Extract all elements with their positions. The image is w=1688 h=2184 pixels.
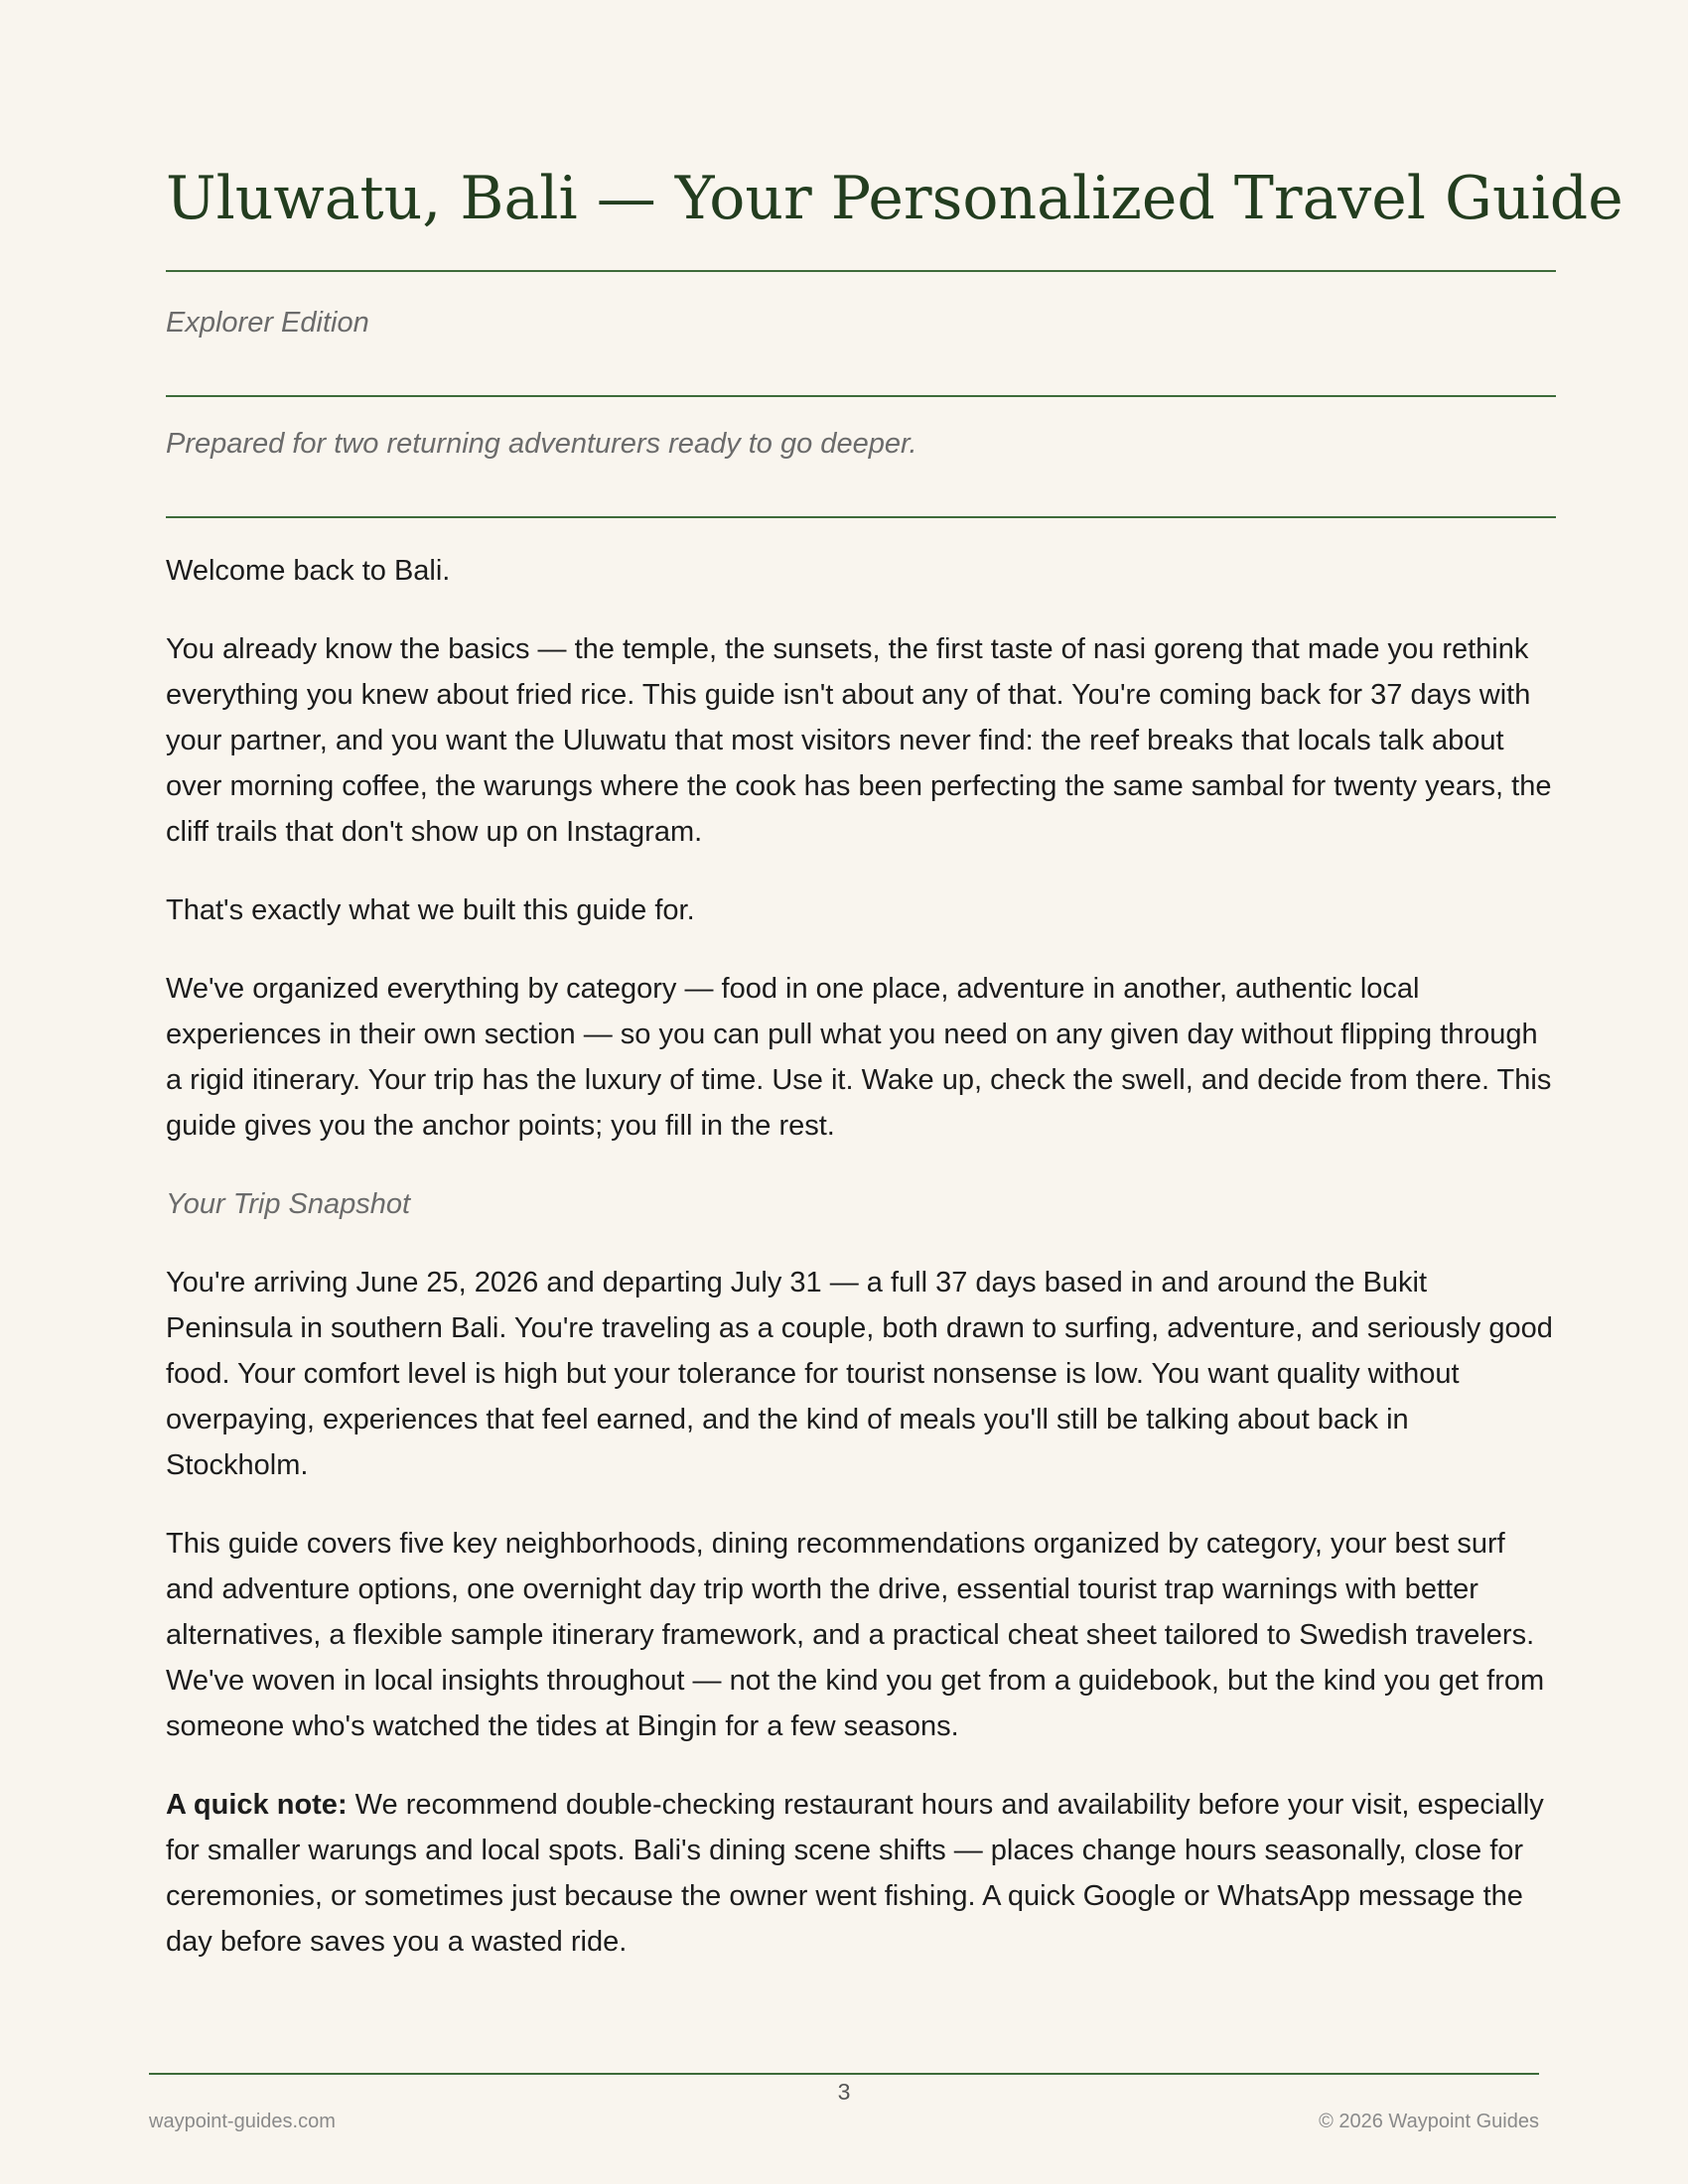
page-title: Uluwatu, Bali — Your Personalized Travel Guide	[166, 164, 1623, 233]
edition-divider	[166, 395, 1556, 397]
footer-divider	[149, 2073, 1539, 2075]
guide-intro-body	[166, 548, 1556, 1997]
welcome-paragraph: Welcome back to Bali.	[166, 555, 451, 587]
edition-label: Explorer Edition	[166, 307, 369, 339]
intro-paragraph: You already know the basics — the temple, the sunsets, the first taste of nasi goreng that made you rethink everything you knew about fried rice. This guide isn't about any of that. You're coming back for 37 days with your partner, and you want the Uluwatu that most visitors never find: the reef breaks that locals talk about over morning coffee, the warungs where the cook has been perfecting the same sambal for twenty years, the cliff trails that don't show up on Instagram.	[166, 633, 1552, 848]
title-divider	[166, 270, 1556, 272]
quick-note-label: A quick note:	[166, 1789, 348, 1821]
trip-snapshot-heading: Your Trip Snapshot	[166, 1188, 411, 1220]
prepared-for-line: Prepared for two returning adventurers ready to go deeper.	[166, 428, 917, 460]
footer-copyright: © 2026 Waypoint Guides	[1319, 2111, 1539, 2132]
quick-note-text: We recommend double-checking restaurant hours and availability before your visit, especially for smaller warungs and local spots. Bali's dining scene shifts — places change hours seasonally, close for ceremonies, or sometimes just because the owner went fishing. A quick Google or WhatsApp message the day before saves you a wasted ride.	[166, 1789, 1544, 1958]
purpose-paragraph: That's exactly what we built this guide for.	[166, 894, 695, 926]
coverage-paragraph: This guide covers five key neighborhoods, dining recommendations organized by category, your best surf and adventure options, one overnight day trip worth the drive, essential tourist trap warnings with better alternatives, a flexible sample itinerary framework, and a practical cheat sheet tailored to Swedish travelers. We've woven in local insights throughout — not the kind you get from a guidebook, but the kind you get from someone who's watched the tides at Bingin for a few seasons.	[166, 1528, 1545, 1742]
header-divider	[166, 516, 1556, 518]
organization-paragraph: We've organized everything by category — food in one place, adventure in another, authentic local experiences in their own section — so you can pull what you need on any given day without flipping through a rigid itinerary. Your trip has the luxury of time. Use it. Wake up, check the swell, and decide from there. This guide gives you the anchor points; you fill in the rest.	[166, 973, 1552, 1142]
quick-note-paragraph	[166, 1782, 1556, 1965]
page-number: 3	[837, 2079, 851, 2105]
trip-snapshot-paragraph: You're arriving June 25, 2026 and departing July 31 — a full 37 days based in and around the Bukit Peninsula in southern Bali. You're traveling as a couple, both drawn to surfing, adventure, and seriously good food. Your comfort level is high but your tolerance for tourist nonsense is low. You want quality without overpaying, experiences that feel earned, and the kind of meals you'll still be talking about back in Stockholm.	[166, 1267, 1553, 1481]
footer-website: waypoint-guides.com	[149, 2111, 336, 2132]
